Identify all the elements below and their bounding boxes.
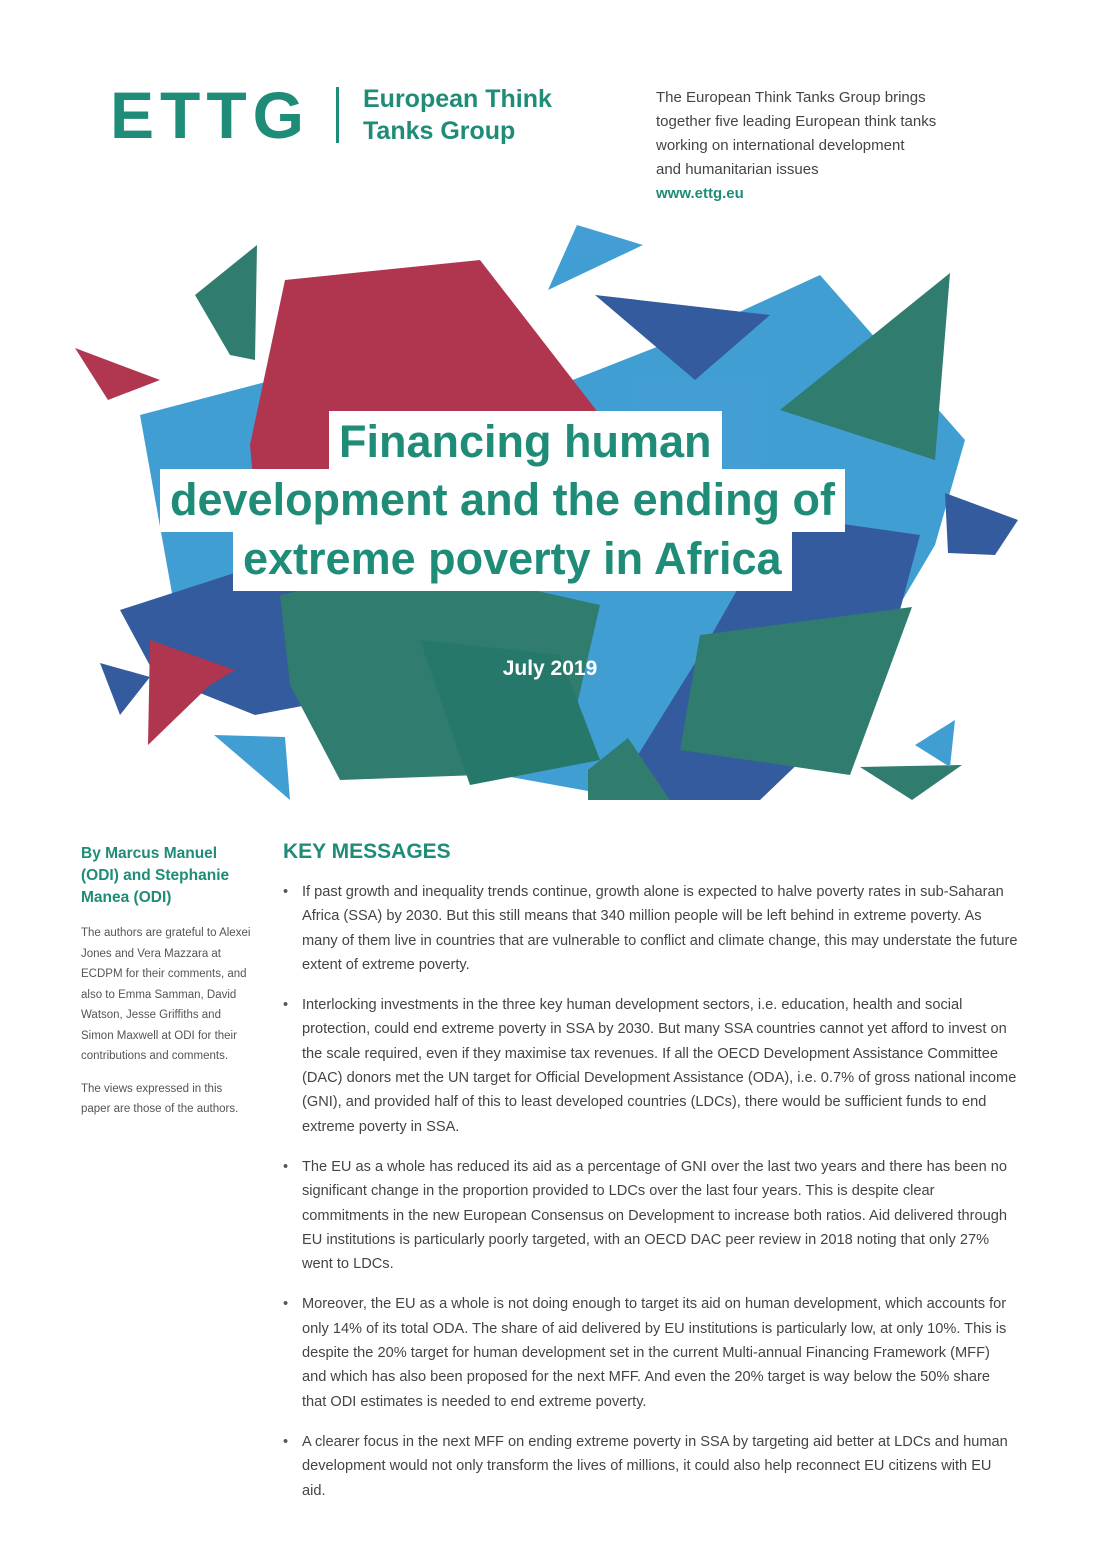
key-messages-list <box>283 880 1018 1503</box>
cover-artwork <box>0 215 1100 815</box>
logo-name-line2: Tanks Group <box>363 117 516 145</box>
logo-mark: ETTG <box>110 78 310 152</box>
acknowledgement: The authors are grateful to Alexei Jones and Vera Mazzara at ECDPM for their comments, and also to Emma Samman, David Watson, Jesse Griffiths and Simon Maxwell at ODI for their contributions and comments. <box>81 927 251 1062</box>
bullet: • <box>283 997 289 1014</box>
section-heading: KEY MESSAGES <box>283 840 451 863</box>
list-item <box>283 1430 1018 1503</box>
cover-title-line1: Financing human <box>329 411 722 474</box>
disclaimer: The views expressed in this paper are those of the authors. <box>81 1082 239 1115</box>
desc-line: and humanitarian issues <box>656 161 819 178</box>
list-item <box>283 1292 1018 1413</box>
publication-date: July 2019 <box>502 657 598 680</box>
shape-red-left <box>75 348 160 400</box>
organisation-description <box>656 86 986 206</box>
key-messages-section <box>283 840 1018 1519</box>
logo-name-line1: European Think <box>363 84 552 113</box>
bullet: • <box>283 1158 289 1175</box>
authors: By Marcus Manuel (ODI) and Stephanie Manea (ODI) <box>81 845 230 906</box>
message-text: If past growth and inequality trends continue, growth alone is expected to halve poverty rates in sub-Saharan Africa (SSA) by 2030. But this still means that 340 million people will be left behind in extreme poverty. As many of them live in countries that are vulnerable to conflict and climate change, this may understate the future extent of extreme poverty. <box>302 884 1018 973</box>
ettg-logo <box>110 78 552 152</box>
shape-light-blue-bottom-left <box>214 735 290 800</box>
list-item <box>283 1155 1018 1276</box>
website-link[interactable]: www.ettg.eu <box>656 185 744 202</box>
shape-teal-top-left <box>195 245 257 360</box>
shape-light-blue-small-right <box>915 720 955 767</box>
message-text: Moreover, the EU as a whole is not doing enough to target its aid on human development, which accounts for only 14% of its total ODA. The share of aid delivered by EU institutions is particularly low, at only 10%. This is despite the 20% target for human development set in the current Multi-annual Financing Framework (MFF) and which has also been proposed for the next MFF. And even the 20% target is way below the 50% share that ODI estimates is needed to end extreme poverty. <box>302 1296 1007 1410</box>
message-text: A clearer focus in the next MFF on ending extreme poverty in SSA by targeting aid better at LDCs and human development would not only transform the lives of millions, it could also help reconnect EU citizens with EU aid. <box>302 1433 1008 1499</box>
list-item <box>283 993 1018 1139</box>
cover-title-line2: development and the ending of <box>160 469 845 532</box>
shape-teal-small-right <box>860 765 962 800</box>
list-item <box>283 880 1018 977</box>
logo-name <box>363 83 552 148</box>
message-text: Interlocking investments in the three key human development sectors, i.e. education, health and social protection, could end extreme poverty in SSA by 2030. But many SSA countries cannot yet afford to invest on the scale required, even if they maximise tax revenues. If all the OECD Development Assistance Committee (DAC) donors met the UN target for Official Development Assistance (ODA), i.e. 0.7% of gross national income (GNI), and provided half of this to least developed countries (LDCs), there would be sufficient funds to end extreme poverty in SSA. <box>302 997 1017 1135</box>
bullet: • <box>283 1296 289 1313</box>
desc-line: working on international development <box>656 137 905 154</box>
bullet: • <box>283 1433 289 1450</box>
sidebar <box>81 843 251 1132</box>
desc-line: together five leading European think tanks <box>656 113 937 130</box>
cover-title-line3: extreme poverty in Africa <box>233 528 792 591</box>
shape-light-blue-top <box>548 225 643 290</box>
shape-dark-blue-far-right <box>945 493 1018 555</box>
bullet: • <box>283 884 289 900</box>
message-text: The EU as a whole has reduced its aid as a percentage of GNI over the last two years and there has been no significant change in the proportion provided to LDCs over the last four years. This is despite clear commitments in the new European Consensus on Development to increase both ratios. Aid delivered through EU institutions is particularly poorly targeted, with an OECD DAC peer review in 2018 noting that only 27% went to LDCs. <box>302 1158 1007 1273</box>
desc-line: The European Think Tanks Group brings <box>656 89 926 106</box>
logo-divider <box>336 87 339 143</box>
